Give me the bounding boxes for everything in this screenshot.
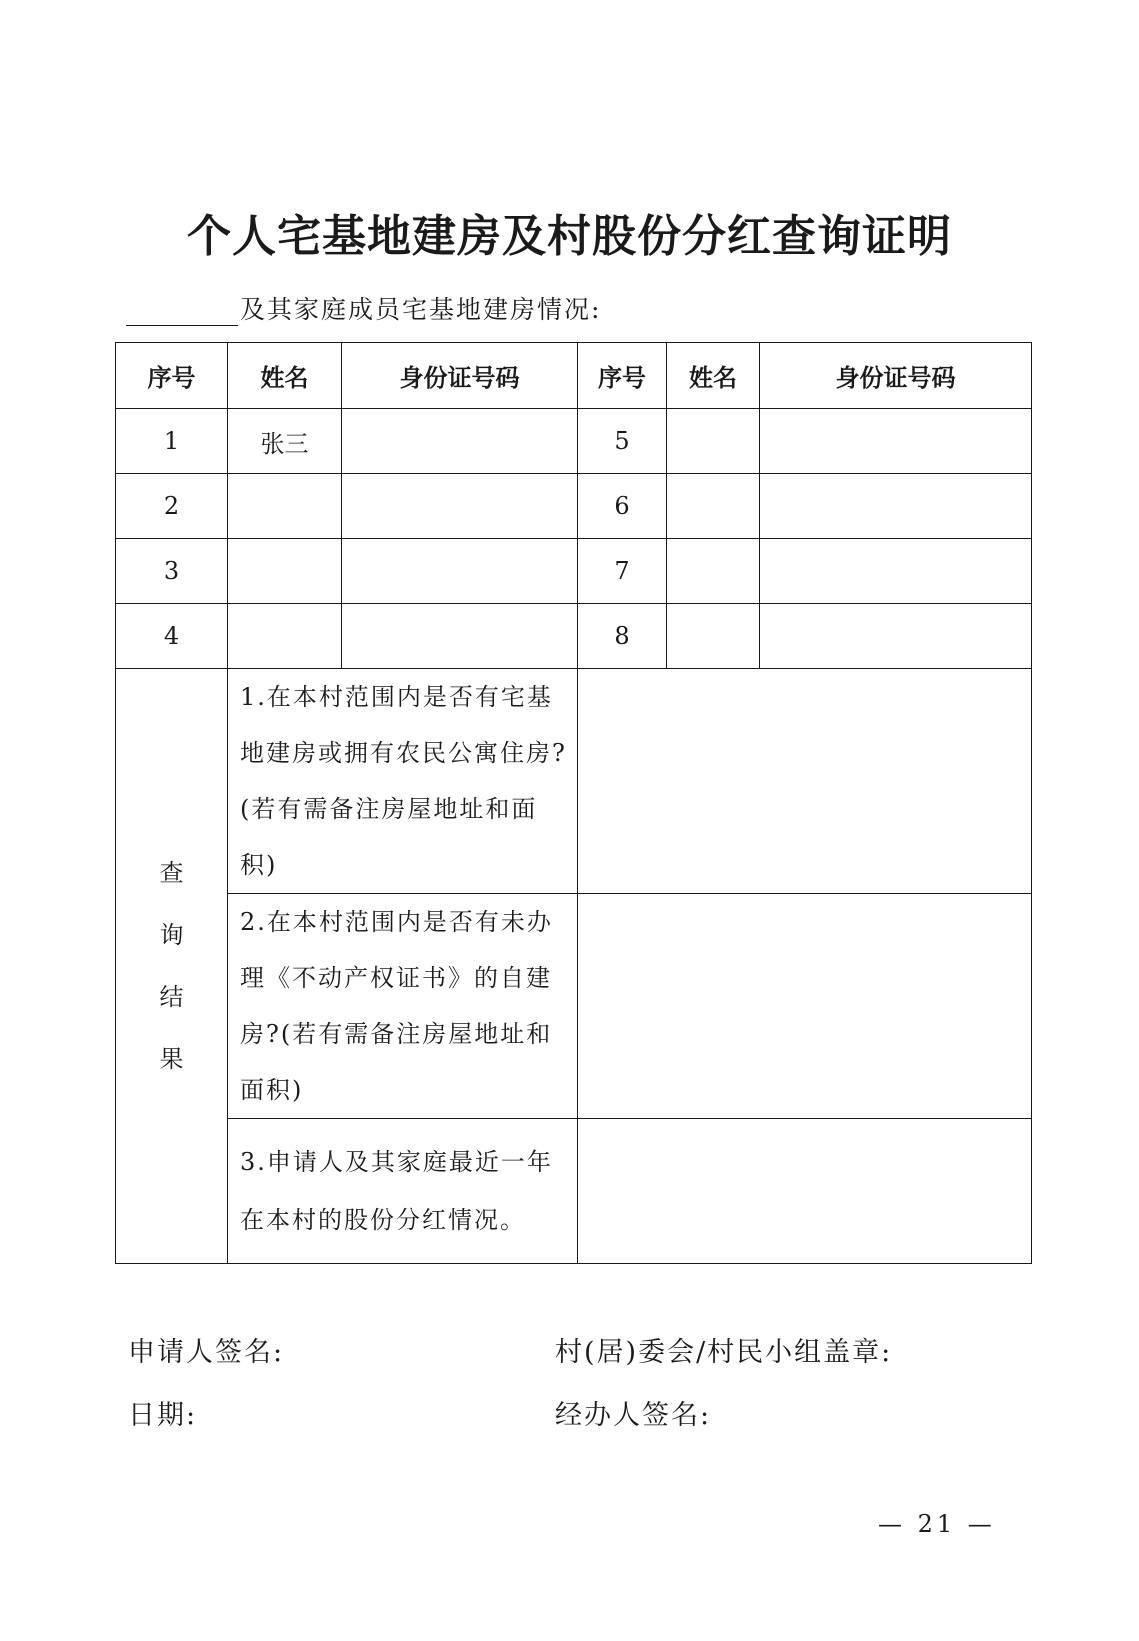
id-cell[interactable] <box>342 539 578 604</box>
name-cell[interactable] <box>228 539 342 604</box>
table-row <box>116 604 1032 669</box>
answer-2-cell[interactable] <box>578 894 1032 1119</box>
table-row <box>116 539 1032 604</box>
applicant-signature-label: 申请人签名: <box>128 1337 285 1368</box>
question-2: 2.在本村范围内是否有未办理《不动产权证书》的自建房?(若有需备注房屋地址和面积) <box>228 894 578 1119</box>
handler-signature-label: 经办人签名: <box>555 1400 712 1431</box>
seq-cell: 8 <box>578 604 667 669</box>
question-1: 1.在本村范围内是否有宅基地建房或拥有农民公寓住房?(若有需备注房屋地址和面积) <box>228 669 578 894</box>
header-seq-2: 序号 <box>578 343 667 409</box>
table-header-row <box>116 343 1032 409</box>
committee-seal-label: 村(居)委会/村民小组盖章: <box>555 1337 893 1368</box>
household-line-text: 及其家庭成员宅基地建房情况: <box>240 295 602 324</box>
query-result-label <box>116 669 228 1264</box>
page-number: — 21 — <box>878 1510 996 1538</box>
query-label-char: 果 <box>159 1045 184 1073</box>
id-cell[interactable] <box>760 474 1032 539</box>
id-cell[interactable] <box>760 409 1032 474</box>
seq-cell: 6 <box>578 474 667 539</box>
header-id: 身份证号码 <box>342 343 578 409</box>
seq-cell: 3 <box>116 539 228 604</box>
seq-cell: 2 <box>116 474 228 539</box>
query-label-char: 结 <box>159 983 184 1011</box>
seq-cell: 5 <box>578 409 667 474</box>
seq-cell: 4 <box>116 604 228 669</box>
document-title: 个人宅基地建房及村股份分红查询证明 <box>187 211 952 262</box>
answer-3-cell[interactable] <box>578 1119 1032 1264</box>
seq-cell: 7 <box>578 539 667 604</box>
table-row <box>116 474 1032 539</box>
id-cell[interactable] <box>760 539 1032 604</box>
name-cell[interactable] <box>228 474 342 539</box>
id-cell[interactable] <box>342 474 578 539</box>
header-name: 姓名 <box>228 343 342 409</box>
query-row-1 <box>116 669 1032 894</box>
name-cell[interactable] <box>228 604 342 669</box>
date-label: 日期: <box>128 1400 198 1431</box>
applicant-name-blank[interactable] <box>126 299 238 326</box>
query-label-char: 询 <box>159 921 184 949</box>
header-id-2: 身份证号码 <box>760 343 1032 409</box>
seq-cell: 1 <box>116 409 228 474</box>
household-line <box>126 290 601 326</box>
name-cell[interactable] <box>667 539 760 604</box>
id-cell[interactable] <box>342 409 578 474</box>
query-row-3 <box>116 1119 1032 1264</box>
name-cell[interactable]: 张三 <box>228 409 342 474</box>
query-label-char: 查 <box>159 859 184 887</box>
id-cell[interactable] <box>760 604 1032 669</box>
question-3: 3.申请人及其家庭最近一年在本村的股份分红情况。 <box>228 1119 578 1264</box>
header-name-2: 姓名 <box>667 343 760 409</box>
id-cell[interactable] <box>342 604 578 669</box>
query-row-2 <box>116 894 1032 1119</box>
member-table <box>115 342 1032 1264</box>
name-cell[interactable] <box>667 409 760 474</box>
name-cell[interactable] <box>667 604 760 669</box>
header-seq: 序号 <box>116 343 228 409</box>
table-row <box>116 409 1032 474</box>
name-cell[interactable] <box>667 474 760 539</box>
answer-1-cell[interactable] <box>578 669 1032 894</box>
